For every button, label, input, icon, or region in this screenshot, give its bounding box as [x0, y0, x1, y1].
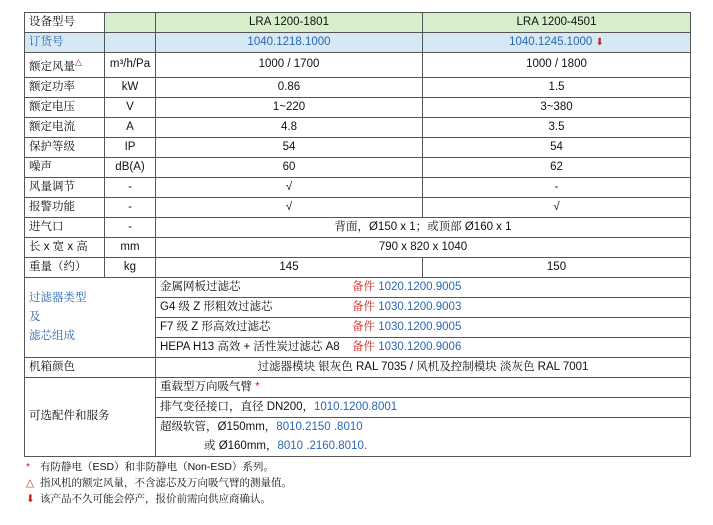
row-value-b: 1.5	[423, 77, 691, 97]
row-label: 报警功能	[25, 197, 105, 217]
row-filter-1	[25, 277, 691, 297]
row-alarm	[25, 197, 691, 217]
row-label: 长 x 宽 x 高	[25, 237, 105, 257]
row-current	[25, 117, 691, 137]
row-option-arm	[25, 377, 691, 397]
row-value-b: √	[423, 197, 691, 217]
discontinued-arrow-icon: ⬇	[595, 37, 604, 48]
row-label: 额定功率	[25, 77, 105, 97]
filter-item: 金属网板过滤芯 备件 1020.1200.9005	[156, 277, 691, 297]
filter-item: F7 级 Z 形高效过滤芯 备件 1030.1200.9005	[156, 317, 691, 337]
row-voltage	[25, 97, 691, 117]
option-item: 超级软管，Ø150mm，8010.2150 .8010 或 Ø160mm，8010 .2160.8010.	[156, 417, 691, 456]
asterisk-mark-icon: *	[255, 380, 260, 393]
row-label: 保护等级	[25, 137, 105, 157]
row-value-b: 3~380	[423, 97, 691, 117]
row-airflow-adjust	[25, 177, 691, 197]
row-label: 额定电压	[25, 97, 105, 117]
row-unit: A	[105, 117, 156, 137]
row-label: 额定电流	[25, 117, 105, 137]
header-row	[25, 13, 691, 33]
row-value-a: 60	[156, 157, 423, 177]
row-power	[25, 77, 691, 97]
row-dimensions	[25, 237, 691, 257]
row-value-merged: 背面，Ø150 x 1；或顶部 Ø160 x 1	[156, 217, 691, 237]
options-label: 可选配件和服务	[25, 377, 156, 456]
row-unit: dB(A)	[105, 157, 156, 177]
header-label: 设备型号	[25, 13, 105, 33]
model-b: LRA 1200-4501	[423, 13, 691, 33]
row-value-merged: 790 x 820 x 1040	[156, 237, 691, 257]
row-color	[25, 357, 691, 377]
row-label: 风量调节	[25, 177, 105, 197]
row-unit: IP	[105, 137, 156, 157]
down-arrow-icon: ⬇	[26, 493, 35, 505]
row-unit: V	[105, 97, 156, 117]
filter-group-label: 过滤器类型 及 滤芯组成	[25, 277, 156, 357]
row-value-a: √	[156, 197, 423, 217]
asterisk-icon: *	[26, 461, 31, 473]
spec-table	[24, 12, 691, 457]
row-value-b: 1000 / 1800	[423, 53, 691, 78]
order-row	[25, 33, 691, 53]
row-unit: kg	[105, 257, 156, 277]
spec-table-container	[24, 12, 690, 457]
footnotes	[26, 459, 292, 507]
row-weight	[25, 257, 691, 277]
header-unit-cell	[105, 13, 156, 33]
delta-mark-icon: △	[75, 57, 82, 67]
row-unit: kW	[105, 77, 156, 97]
row-label: 重量（约）	[25, 257, 105, 277]
option-item: 重载型万向吸气臂 *	[156, 377, 691, 397]
row-label: 噪声	[25, 157, 105, 177]
row-value-a: 4.8	[156, 117, 423, 137]
footnote: △ 指风机的额定风量，不含滤芯及万向吸气臂的测量值。	[26, 477, 292, 489]
row-value-a: 145	[156, 257, 423, 277]
row-value-a: √	[156, 177, 423, 197]
row-value-a: 0.86	[156, 77, 423, 97]
order-b: 1040.1245.1000	[509, 36, 593, 48]
filter-item: G4 级 Z 形粗效过滤芯 备件 1030.1200.9003	[156, 297, 691, 317]
row-value-a: 1~220	[156, 97, 423, 117]
row-unit: m³/h/Pa	[105, 53, 156, 78]
row-unit: -	[105, 177, 156, 197]
row-value-b: 54	[423, 137, 691, 157]
model-a: LRA 1200-1801	[156, 13, 423, 33]
row-value-a: 1000 / 1700	[156, 53, 423, 78]
order-label: 订货号	[25, 33, 105, 53]
filter-item: HEPA H13 高效 + 活性炭过滤芯 A8 备件 1030.1200.9006	[156, 337, 691, 357]
footnote: ⬇ 该产品不久可能会停产，报价前需向供应商确认。	[26, 493, 271, 505]
row-unit: mm	[105, 237, 156, 257]
row-value-a: 54	[156, 137, 423, 157]
row-value-b: 3.5	[423, 117, 691, 137]
row-inlet	[25, 217, 691, 237]
order-b-cell	[423, 33, 691, 53]
order-a: 1040.1218.1000	[156, 33, 423, 53]
row-label: 进气口	[25, 217, 105, 237]
row-airflow	[25, 53, 691, 78]
row-value-b: 150	[423, 257, 691, 277]
option-item: 排气变径接口，直径 DN200，1010.1200.8001	[156, 397, 691, 417]
color-value: 过滤器模块 银灰色 RAL 7035 / 风机及控制模块 淡灰色 RAL 7001	[156, 357, 691, 377]
row-noise	[25, 157, 691, 177]
row-unit: -	[105, 217, 156, 237]
row-label: 机箱颜色	[25, 357, 156, 377]
footnote: * 有防静电（ESD）和非防静电（Non-ESD）系列。	[26, 461, 274, 473]
row-protection	[25, 137, 691, 157]
row-value-b: 62	[423, 157, 691, 177]
row-value-b: -	[423, 177, 691, 197]
order-unit-cell	[105, 33, 156, 53]
row-label: 额定风量△	[25, 53, 105, 78]
row-unit: -	[105, 197, 156, 217]
triangle-icon: △	[26, 477, 35, 489]
